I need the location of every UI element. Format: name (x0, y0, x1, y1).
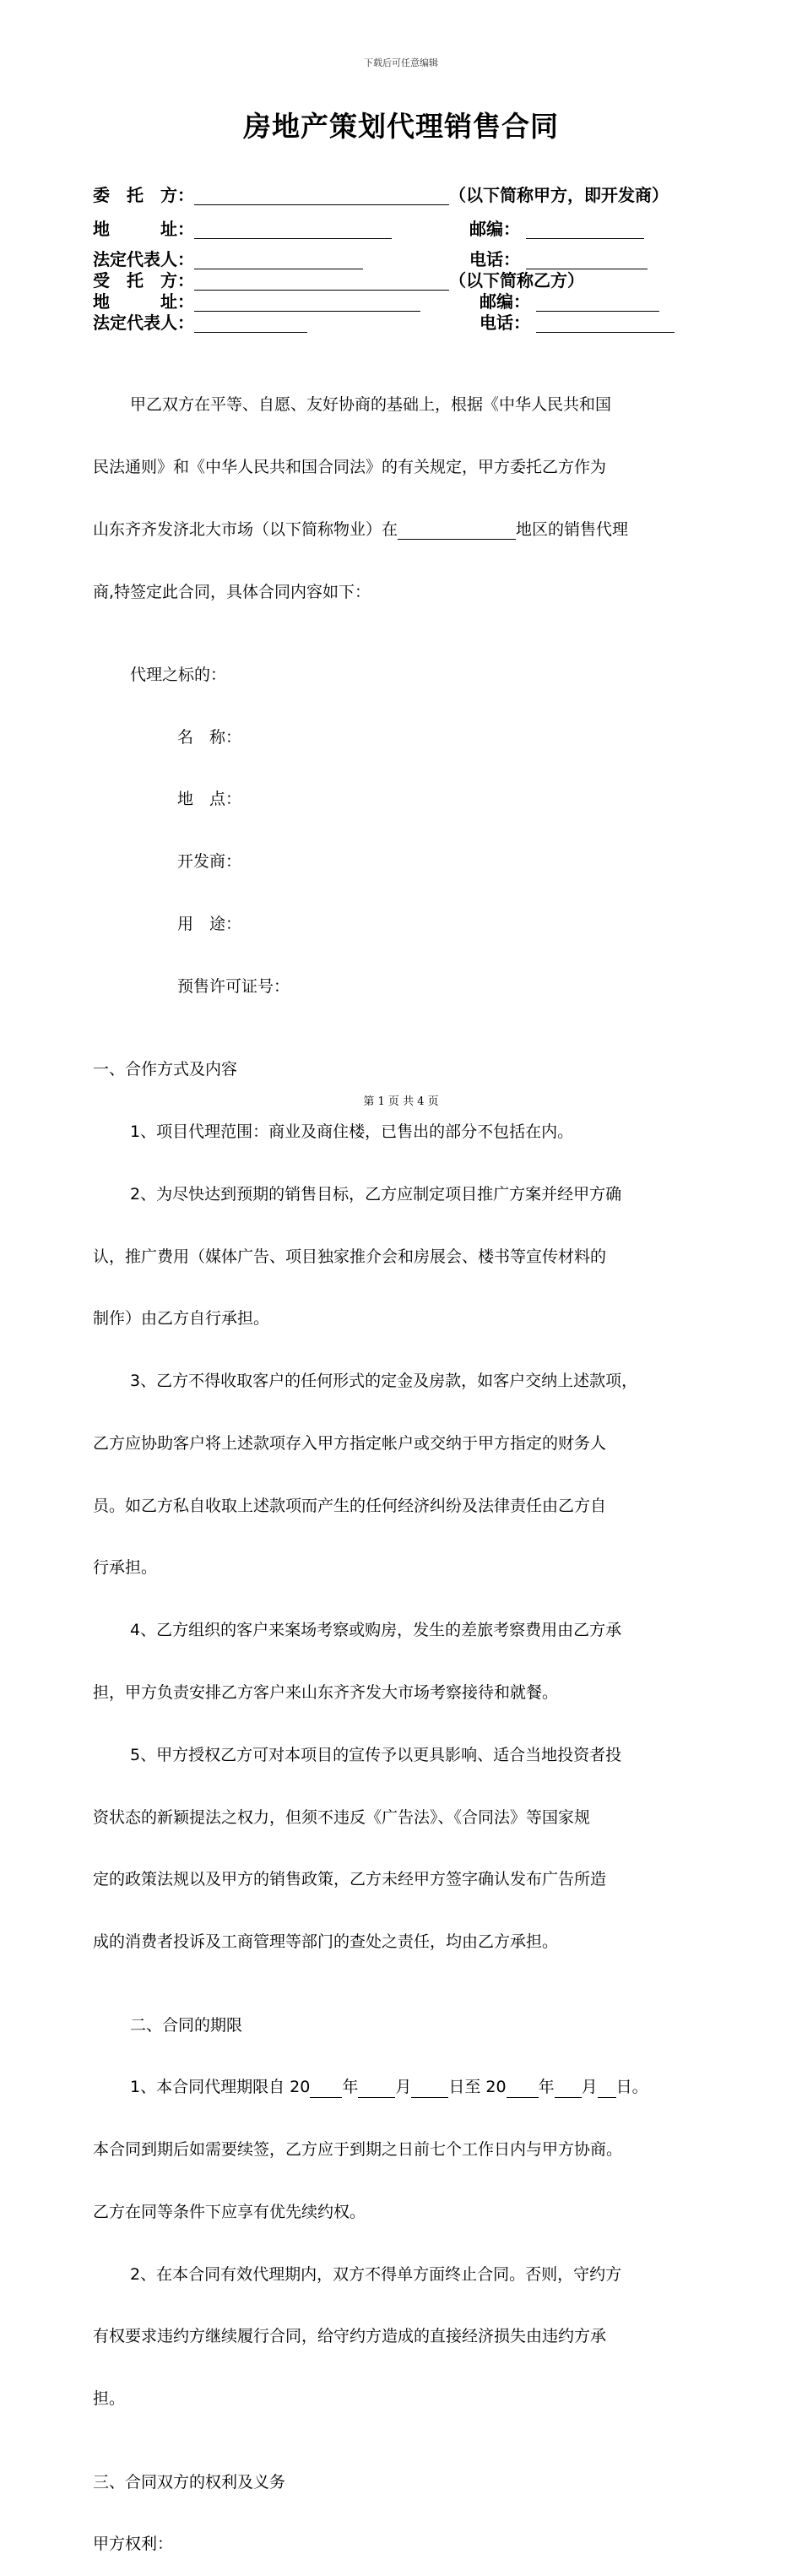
section2-item: 2、在本合同有效代理期内，双方不得单方面终止合同。否则，守约方 (130, 2264, 622, 2284)
client-address-label: 地 址： (93, 219, 194, 239)
end-year-blank[interactable] (507, 2082, 539, 2098)
start-day-blank[interactable] (411, 2082, 448, 2098)
client-zip-blank[interactable] (526, 221, 644, 239)
page-title: 房地产策划代理销售合同 (243, 110, 559, 143)
object-location: 地 点： (177, 790, 242, 809)
term-text: 月 (581, 2078, 598, 2097)
agent-zip-label: 邮编： (480, 291, 530, 312)
page-footer: 第 1 页 共 4 页 (363, 1095, 439, 1108)
term-text: 日。 (615, 2078, 648, 2097)
agent-line (93, 270, 584, 291)
intro-line (93, 519, 709, 541)
region-blank[interactable] (398, 524, 516, 540)
section2-item: 担。 (93, 2389, 126, 2409)
agent-rep-line (93, 312, 307, 333)
agent-suffix: （以下简称乙方） (449, 270, 584, 291)
client-phone-blank[interactable] (526, 252, 648, 269)
client-zip-line (469, 219, 644, 239)
client-phone-label: 电话： (469, 249, 520, 269)
agent-rep-label: 法定代表人： (93, 312, 194, 333)
section1-item: 员。如乙方私自收取上述款项而产生的任何经济纠纷及法律责任由乙方自 (93, 1496, 607, 1515)
term-text: 日至 20 (448, 2078, 507, 2097)
section3-subheading: 甲方权利： (93, 2535, 174, 2554)
object-name: 名 称： (177, 727, 242, 747)
intro-line: 民法通则》和《中华人民共和国合同法》的有关规定，甲方委托乙方作为 (93, 457, 607, 476)
client-zip-label: 邮编： (469, 219, 520, 239)
end-month-blank[interactable] (555, 2082, 582, 2098)
section2-item: 乙方在同等条件下应享有优先续约权。 (93, 2202, 366, 2221)
end-day-blank[interactable] (598, 2082, 616, 2098)
section1-item: 2、为尽快达到预期的销售目标，乙方应制定项目推广方案并经甲方确 (130, 1184, 622, 1204)
section2-item: 本合同到期后如需要续签，乙方应于到期之日前七个工作日内与甲方协商。 (93, 2140, 623, 2160)
term-text: 年 (538, 2078, 555, 2097)
section1-item: 成的消费者投诉及工商管理等部门的查处之责任，均由乙方承担。 (93, 1932, 559, 1952)
agent-phone-blank[interactable] (536, 315, 675, 333)
client-rep-label: 法定代表人： (93, 249, 194, 269)
agent-address-blank[interactable] (194, 294, 420, 312)
agent-label: 受 托 方： (93, 270, 194, 291)
section2-term-line (93, 2077, 709, 2098)
term-text: 月 (395, 2078, 412, 2097)
section1-item: 乙方应协助客户将上述款项存入甲方指定帐户或交纳于甲方指定的财务人 (93, 1433, 607, 1453)
agent-name-blank[interactable] (194, 273, 449, 291)
client-label: 委 托 方： (93, 185, 194, 205)
start-month-blank[interactable] (358, 2082, 395, 2098)
header-note: 下载后可任意编辑 (364, 57, 438, 68)
section1-item: 资状态的新颖提法之权力，但须不违反《广告法》、《合同法》等国家规 (93, 1807, 591, 1827)
term-text: 1、本合同代理期限自 20 (130, 2078, 311, 2097)
agent-address-line (93, 291, 420, 312)
section1-item: 1、项目代理范围：商业及商住楼，已售出的部分不包括在内。 (130, 1122, 574, 1141)
section1-item: 定的政策法规以及甲方的销售政策，乙方未经甲方签字确认发布广告所造 (93, 1870, 607, 1889)
section1-item: 制作）由乙方自行承担。 (93, 1309, 270, 1329)
client-phone-line (469, 249, 648, 269)
section1-item: 认，推广费用（媒体广告、项目独家推介会和房展会、楼书等宣传材料的 (93, 1247, 607, 1266)
client-address-line (93, 219, 392, 239)
start-year-blank[interactable] (310, 2082, 342, 2098)
object-permit: 预售许可证号： (177, 976, 290, 996)
section2-item: 有权要求违约方继续履行合同，给守约方造成的直接经济损失由违约方承 (93, 2327, 607, 2346)
agent-rep-blank[interactable] (194, 315, 307, 333)
object-heading: 代理之标的： (130, 665, 227, 684)
agent-zip-line (480, 291, 659, 312)
agent-phone-line (480, 312, 675, 333)
section1-heading: 一、合作方式及内容 (93, 1060, 238, 1079)
contract-body (93, 353, 709, 2576)
client-address-blank[interactable] (194, 221, 392, 239)
section1-item: 行承担。 (93, 1558, 158, 1578)
client-line (93, 185, 669, 205)
object-developer: 开发商： (177, 852, 242, 872)
client-name-blank[interactable] (194, 187, 449, 205)
section1-item: 4、乙方组织的客户来案场考察或购房，发生的差旅考察费用由乙方承 (130, 1621, 622, 1640)
term-text: 年 (342, 2078, 359, 2097)
section1-item: 担，甲方负责安排乙方客户来山东齐齐发大市场考察接待和就餐。 (93, 1683, 559, 1702)
object-usage: 用 途： (177, 915, 242, 934)
agent-phone-label: 电话： (480, 312, 530, 333)
section1-item: 3、乙方不得收取客户的任何形式的定金及房款，如客户交纳上述款项， (130, 1372, 638, 1391)
section3-heading: 三、合同双方的权利及义务 (93, 2472, 286, 2492)
client-suffix: （以下简称甲方，即开发商） (449, 185, 669, 205)
intro-line: 商,特签定此合同，具体合同内容如下： (93, 582, 371, 601)
intro-line-part: 地区的销售代理 (516, 519, 629, 539)
agent-address-label: 地 址： (93, 291, 194, 312)
client-rep-blank[interactable] (194, 252, 363, 269)
client-rep-line (93, 249, 363, 269)
intro-line: 甲乙双方在平等、自愿、友好协商的基础上，根据《中华人民共和国 (130, 395, 612, 415)
section1-item: 5、甲方授权乙方可对本项目的宣传予以更具影响、适合当地投资者投 (130, 1745, 622, 1764)
agent-zip-blank[interactable] (536, 294, 659, 312)
section2-heading: 二、合同的期限 (130, 2015, 243, 2035)
intro-line-part: 山东齐齐发济北大市场（以下简称物业）在 (93, 519, 398, 539)
